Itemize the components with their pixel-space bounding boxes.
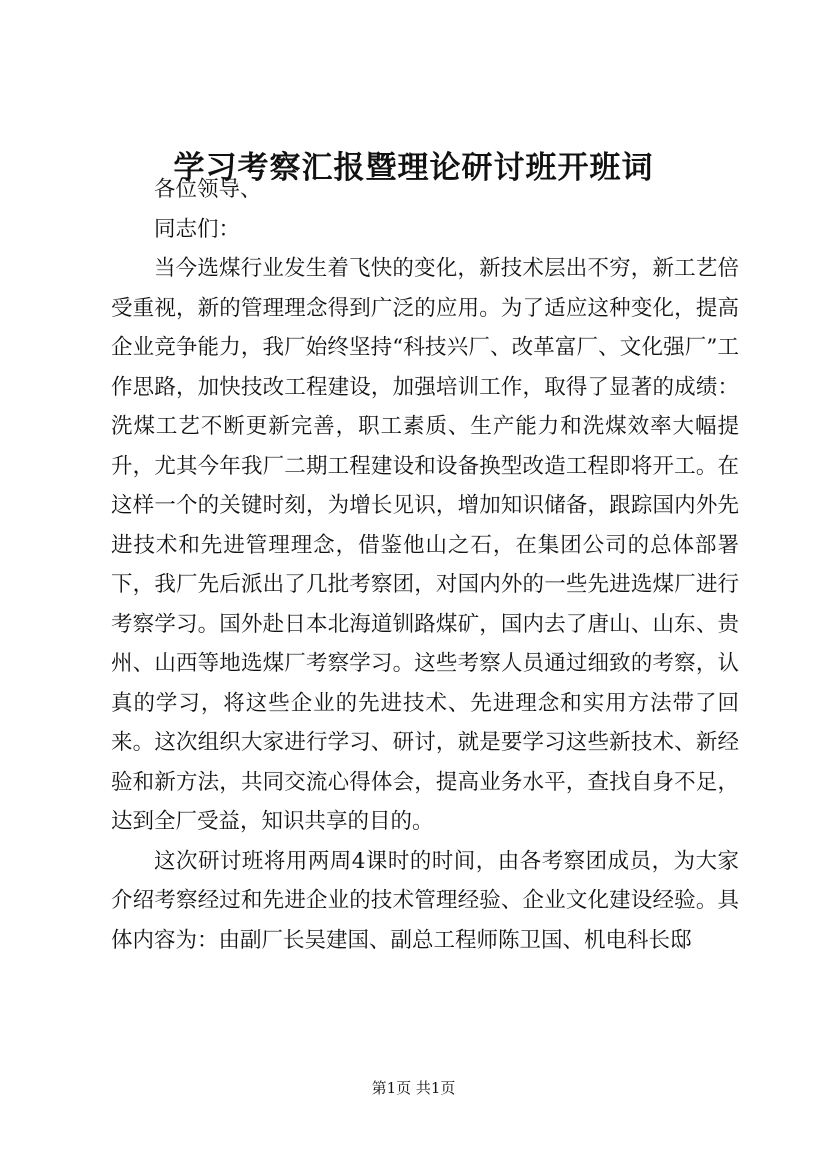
document-title: 学习考察汇报暨理论研讨班开班词 — [173, 150, 654, 186]
body-paragraph: 这次研讨班将用两周4课时的时间，由各考察团成员，为大家介绍考察经过和先进企业的技术管理经验、企业文化建设经验。具体内容为：由副厂长吴建国、副总工程师陈卫国、机电科长邸 — [111, 848, 739, 953]
page-footer: 第1页 共1页 — [371, 1079, 456, 1097]
salutation-leaders: 各位领导、 — [154, 177, 262, 202]
salutation-comrades: 同志们： — [154, 216, 241, 242]
body-paragraph: 当今选煤行业发生着飞快的变化，新技术层出不穷，新工艺倍受重视，新的管理理念得到广泛的应用。为了适应这种变化，提高企业竞争能力，我厂始终坚持“科技兴厂、改革富厂、文化强厂”工作思路，加快技改工程建设，加强培训工作，取得了显著的成绩：洗煤工艺不断更新完善，职工素质、生产能力和洗煤效率大幅提升，尤其今年我厂二期工程建设和设备换型改造工程即将开工。在这样一个的关键时刻，为增长见识，增加知识储备，跟踪国内外先进技术和先进管理理念，借鉴他山之石，在集团公司的总体部署下，我厂先后派出了几批考察团，对国内外的一些先进选煤厂进行考察学习。国外赴日本北海道钏路煤矿，国内去了唐山、山东、贵州、山西等地选煤厂考察学习。这些考察人员通过细致的考察，认真的学习，将这些企业的先进技术、先进理念和实用方法带了回来。这次组织大家进行学习、研讨，就是要学习这些新技术、新经验和新方法，共同交流心得体会，提高业务水平，查找自身不足，达到全厂受益，知识共享的目的。 — [111, 256, 739, 834]
document-body — [111, 170, 739, 960]
